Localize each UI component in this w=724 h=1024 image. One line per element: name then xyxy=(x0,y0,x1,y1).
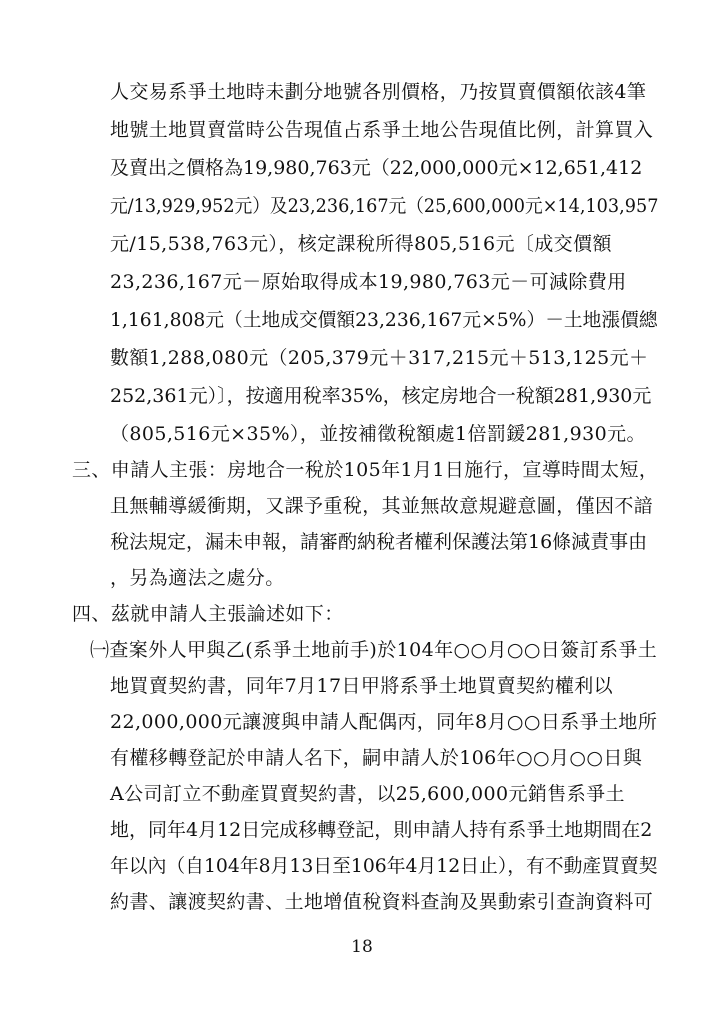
text-line: 人交易系爭土地時未劃分地號各別價格，乃按買賣價額依該4筆 xyxy=(110,81,647,103)
text-line: 及賣出之價格為19,980,763元（22,000,000元×12,651,412 xyxy=(110,157,643,179)
text-line: 252,361元）〕，按適用稅率35%，核定房地合一稅額281,930元 xyxy=(110,385,652,407)
text-line: A公司訂立不動產買賣契約書，以25,600,000元銷售系爭土 xyxy=(110,783,625,805)
text-line: 23,236,167元－原始取得成本19,980,763元－可減除費用 xyxy=(110,271,627,293)
text-line: 約書、讓渡契約書、土地增值稅資料查詢及異動索引查詢資料可 xyxy=(110,891,654,913)
text-line: 元/13,929,952元）及23,236,167元（25,600,000元×14,103,957 xyxy=(110,195,659,217)
section-heading-3: 三、申請人主張：房地合一稅於105年1月1日施行，宣導時間太短， xyxy=(72,459,659,481)
text-line: 且無輔導緩衝期，又課予重稅，其並無故意規避意圖，僅因不諳 xyxy=(110,495,654,517)
text-line: （805,516元×35%），並按補徵稅額處1倍罰鍰281,930元。 xyxy=(110,423,646,445)
text-line: 數額1,288,080元（205,379元＋317,215元＋513,125元＋ xyxy=(110,347,649,369)
page-number: 18 xyxy=(351,937,373,957)
text-line: ，另為適法之處分。 xyxy=(110,567,285,589)
section-heading-4: 四、茲就申請人主張論述如下： xyxy=(72,603,344,625)
subsection-item-1: ㈠查案外人甲與乙(系爭土地前手)於104年○○月○○日簽訂系爭土 xyxy=(90,639,658,661)
text-line: 稅法規定，漏未申報，請審酌納稅者權利保護法第16條減責事由 xyxy=(110,531,648,553)
text-line: 年以內（自104年8月13日至106年4月12日止），有不動產買賣契 xyxy=(110,855,658,877)
text-line: 1,161,808元（土地成交價額23,236,167元×5%）－土地漲價總 xyxy=(110,309,658,331)
text-line: 有權移轉登記於申請人名下，嗣申請人於106年○○月○○日與 xyxy=(110,747,643,769)
text-line: 地，同年4月12日完成移轉登記，則申請人持有系爭土地期間在2 xyxy=(110,819,653,841)
text-line: 22,000,000元讓渡與申請人配偶丙，同年8月○○日系爭土地所 xyxy=(110,711,658,733)
text-line: 地號土地買賣當時公告現值占系爭土地公告現值比例，計算買入 xyxy=(110,119,654,141)
text-line: 地買賣契約書，同年7月17日甲將系爭土地買賣契約權利以 xyxy=(110,675,614,697)
text-line: 元/15,538,763元），核定課稅所得805,516元〔成交價額 xyxy=(110,233,612,255)
